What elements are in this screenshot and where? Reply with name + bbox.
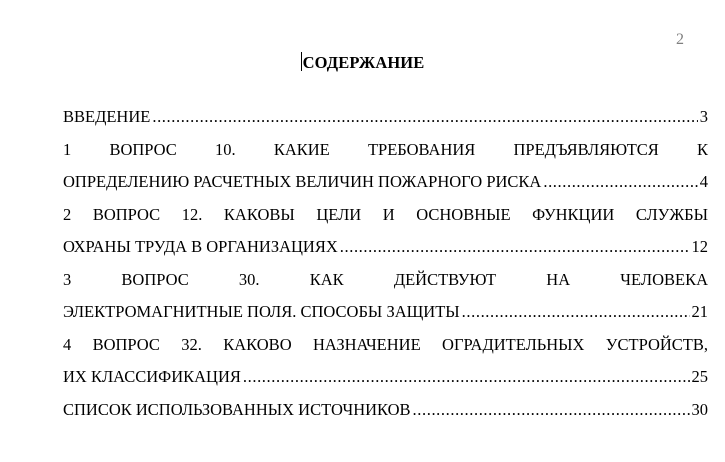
dot-leader [462,300,690,324]
toc-entry-page: 21 [691,302,708,321]
toc-entry-text: ЭЛЕКТРОМАГНИТНЫЕ ПОЛЯ. СПОСОБЫ ЗАЩИТЫ [63,302,460,321]
text-cursor [301,52,302,71]
toc-heading-text: СОДЕРЖАНИЕ [302,53,425,72]
dot-leader [413,398,690,422]
dot-leader [340,235,690,259]
toc-entry-intro[interactable] [63,105,708,138]
toc-entry-page: 3 [699,107,708,126]
toc-entry-text: ВВЕДЕНИЕ [63,107,151,126]
toc-entry-page: 30 [691,399,708,419]
dot-leader [152,105,697,129]
toc-entry-text: СПИСОК ИСПОЛЬЗОВАННЫХ ИСТОЧНИКОВ [63,399,411,419]
toc-entry-q3-line1[interactable]: 3 ВОПРОС 30. КАК ДЕЙСТВУЮТ НА ЧЕЛОВЕКА [63,269,708,289]
toc-entry-text: ОПРЕДЕЛЕНИЮ РАСЧЕТНЫХ ВЕЛИЧИН ПОЖАРНОГО РИСКА [63,172,542,191]
toc-entry-q3-line2[interactable] [63,300,708,333]
toc-entry-q4-line2[interactable] [63,365,708,398]
toc-heading[interactable] [0,52,725,73]
toc-entry-text: ОХРАНЫ ТРУДА В ОРГАНИЗАЦИЯХ [63,237,338,256]
toc-entry-q4-line1[interactable]: 4 ВОПРОС 32. КАКОВО НАЗНАЧЕНИЕ ОГРАДИТЕЛЬНЫХ УСТРОЙСТВ, [63,334,708,354]
toc-entry-page: 12 [691,237,708,256]
toc-entry-q2-line1[interactable]: 2 ВОПРОС 12. КАКОВЫ ЦЕЛИ И ОСНОВНЫЕ ФУНКЦИИ СЛУЖБЫ [63,204,708,224]
dot-leader [243,365,690,389]
toc-entry-q1-line2[interactable] [63,170,708,203]
dot-leader [543,170,697,194]
toc-entry-sources[interactable] [63,398,708,431]
page-number: 2 [676,31,684,48]
toc-entry-page: 25 [691,367,708,386]
toc-entry-page: 4 [699,172,708,191]
toc-entry-q1-line1[interactable]: 1 ВОПРОС 10. КАКИЕ ТРЕБОВАНИЯ ПРЕДЪЯВЛЯЮТСЯ К [63,139,708,159]
toc-entry-text: ИХ КЛАССИФИКАЦИЯ [63,367,241,386]
table-of-contents [63,105,708,430]
toc-entry-q2-line2[interactable] [63,235,708,268]
